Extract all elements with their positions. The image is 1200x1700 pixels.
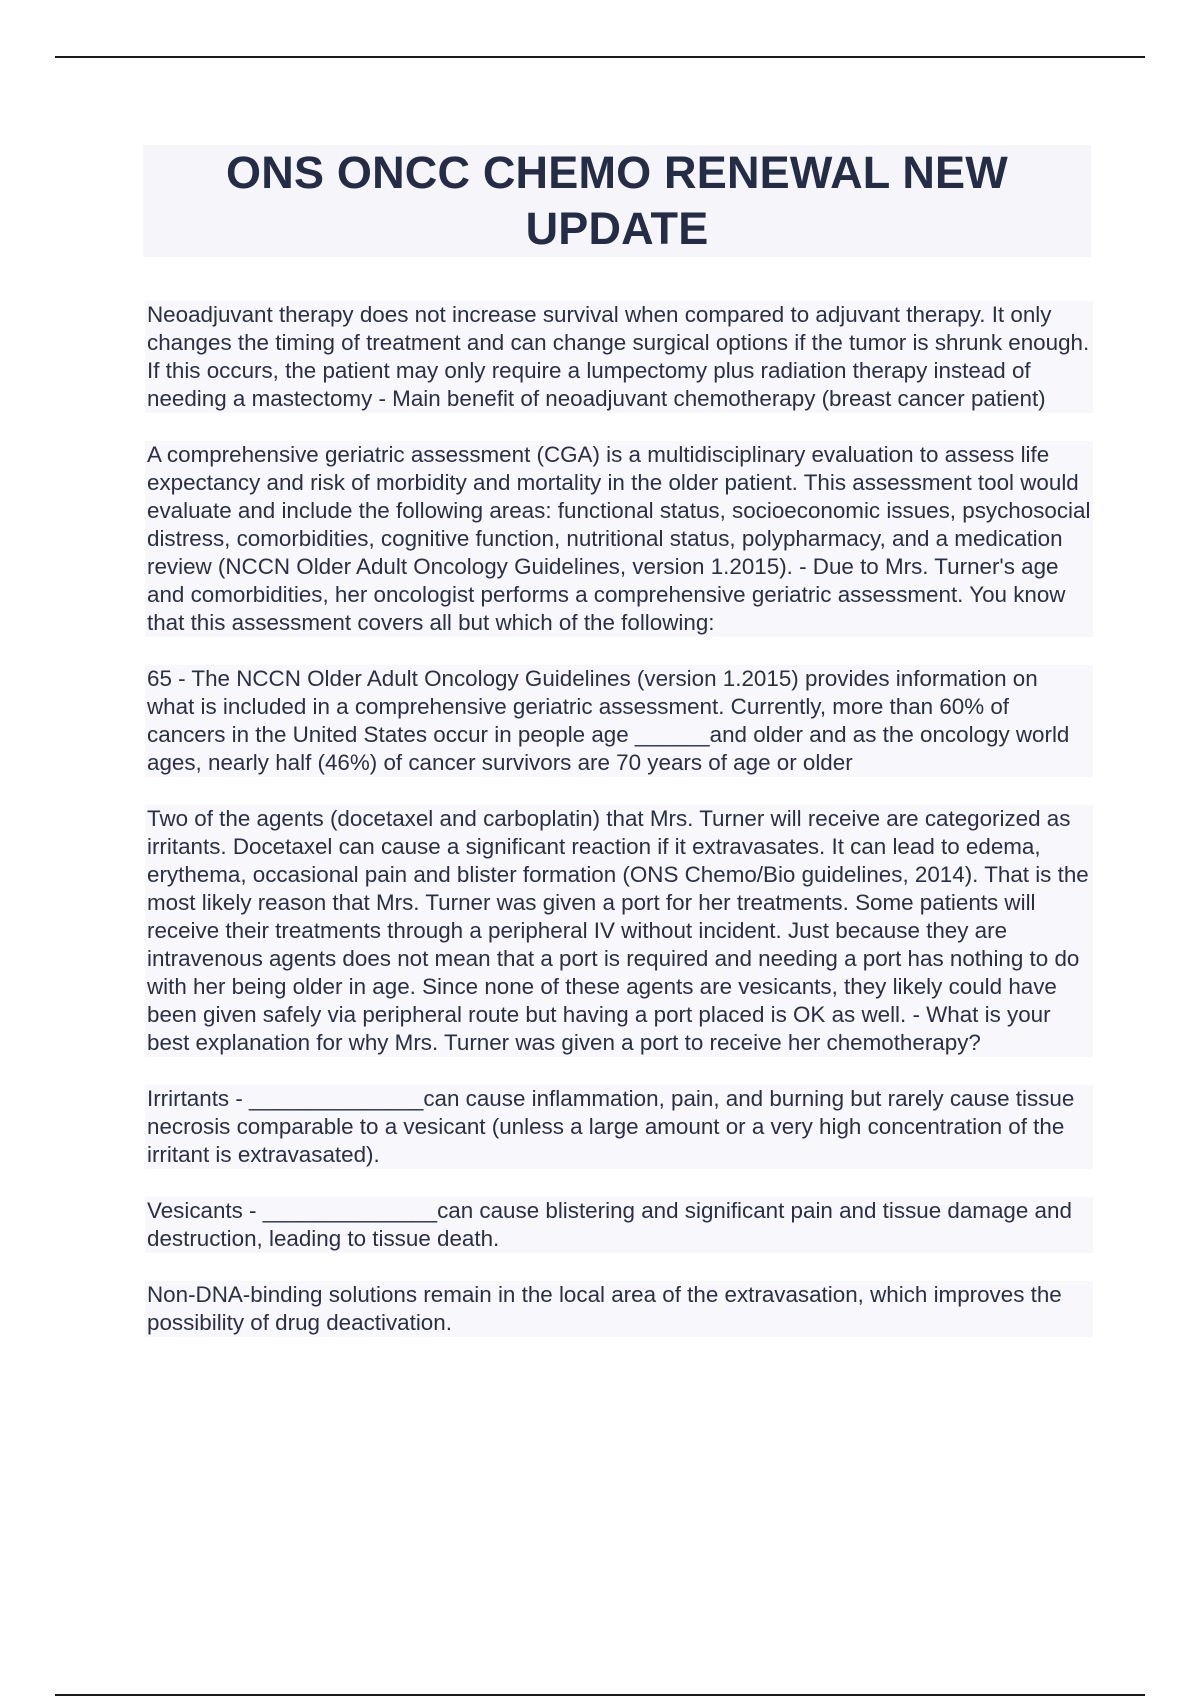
title-banner [143, 145, 1091, 257]
document-title: ONS ONCC CHEMO RENEWAL NEW UPDATE [226, 147, 1008, 254]
paragraph-vesicants: Vesicants - ______________can cause blistering and significant pain and tissue damage and destruction, leading to tissue death. [145, 1197, 1093, 1253]
paragraph-non-dna-binding: Non-DNA-binding solutions remain in the local area of the extravasation, which improves the possibility of drug deactivation. [145, 1281, 1093, 1337]
paragraph-geriatric-assessment: A comprehensive geriatric assessment (CGA) is a multidisciplinary evaluation to assess life expectancy and risk of morbidity and mortality in the older patient. This assessment tool would evaluate and include the following areas: functional status, socioeconomic issues, psychosocial distress, comorbidities, cognitive function, nutritional status, polypharmacy, and a medication review (NCCN Older Adult Oncology Guidelines, version 1.2015). - Due to Mrs. Turner's age and comorbidities, her oncologist performs a comprehensive geriatric assessment. You know that this assessment covers all but which of the following: [145, 441, 1093, 637]
paragraph-irritants: Irrirtants - ______________can cause inflammation, pain, and burning but rarely cause tissue necrosis comparable to a vesicant (unless a large amount or a very high concentration of the irritant is extravasated). [145, 1085, 1093, 1169]
document-body [145, 301, 1093, 1365]
paragraph-neoadjuvant: Neoadjuvant therapy does not increase survival when compared to adjuvant therapy. It only changes the timing of treatment and can change surgical options if the tumor is shrunk enough. If this occurs, the patient may only require a lumpectomy plus radiation therapy instead of needing a mastectomy - Main benefit of neoadjuvant chemotherapy (breast cancer patient) [145, 301, 1093, 413]
bottom-divider [55, 1694, 1145, 1696]
top-divider [55, 56, 1145, 58]
paragraph-nccn-age: 65 - The NCCN Older Adult Oncology Guidelines (version 1.2015) provides information on what is included in a comprehensive geriatric assessment. Currently, more than 60% of cancers in the United States occur in people age ______and older and as the oncology world ages, nearly half (46%) of cancer survivors are 70 years of age or older [145, 665, 1093, 777]
paragraph-port-explanation: Two of the agents (docetaxel and carboplatin) that Mrs. Turner will receive are categorized as irritants. Docetaxel can cause a significant reaction if it extravasates. It can lead to edema, erythema, occasional pain and blister formation (ONS Chemo/Bio guidelines, 2014). That is the most likely reason that Mrs. Turner was given a port for her treatments. Some patients will receive their treatments through a peripheral IV without incident. Just because they are intravenous agents does not mean that a port is required and needing a port has nothing to do with her being older in age. Since none of these agents are vesicants, they likely could have been given safely via peripheral route but having a port placed is OK as well. - What is your best explanation for why Mrs. Turner was given a port to receive her chemotherapy? [145, 805, 1093, 1057]
